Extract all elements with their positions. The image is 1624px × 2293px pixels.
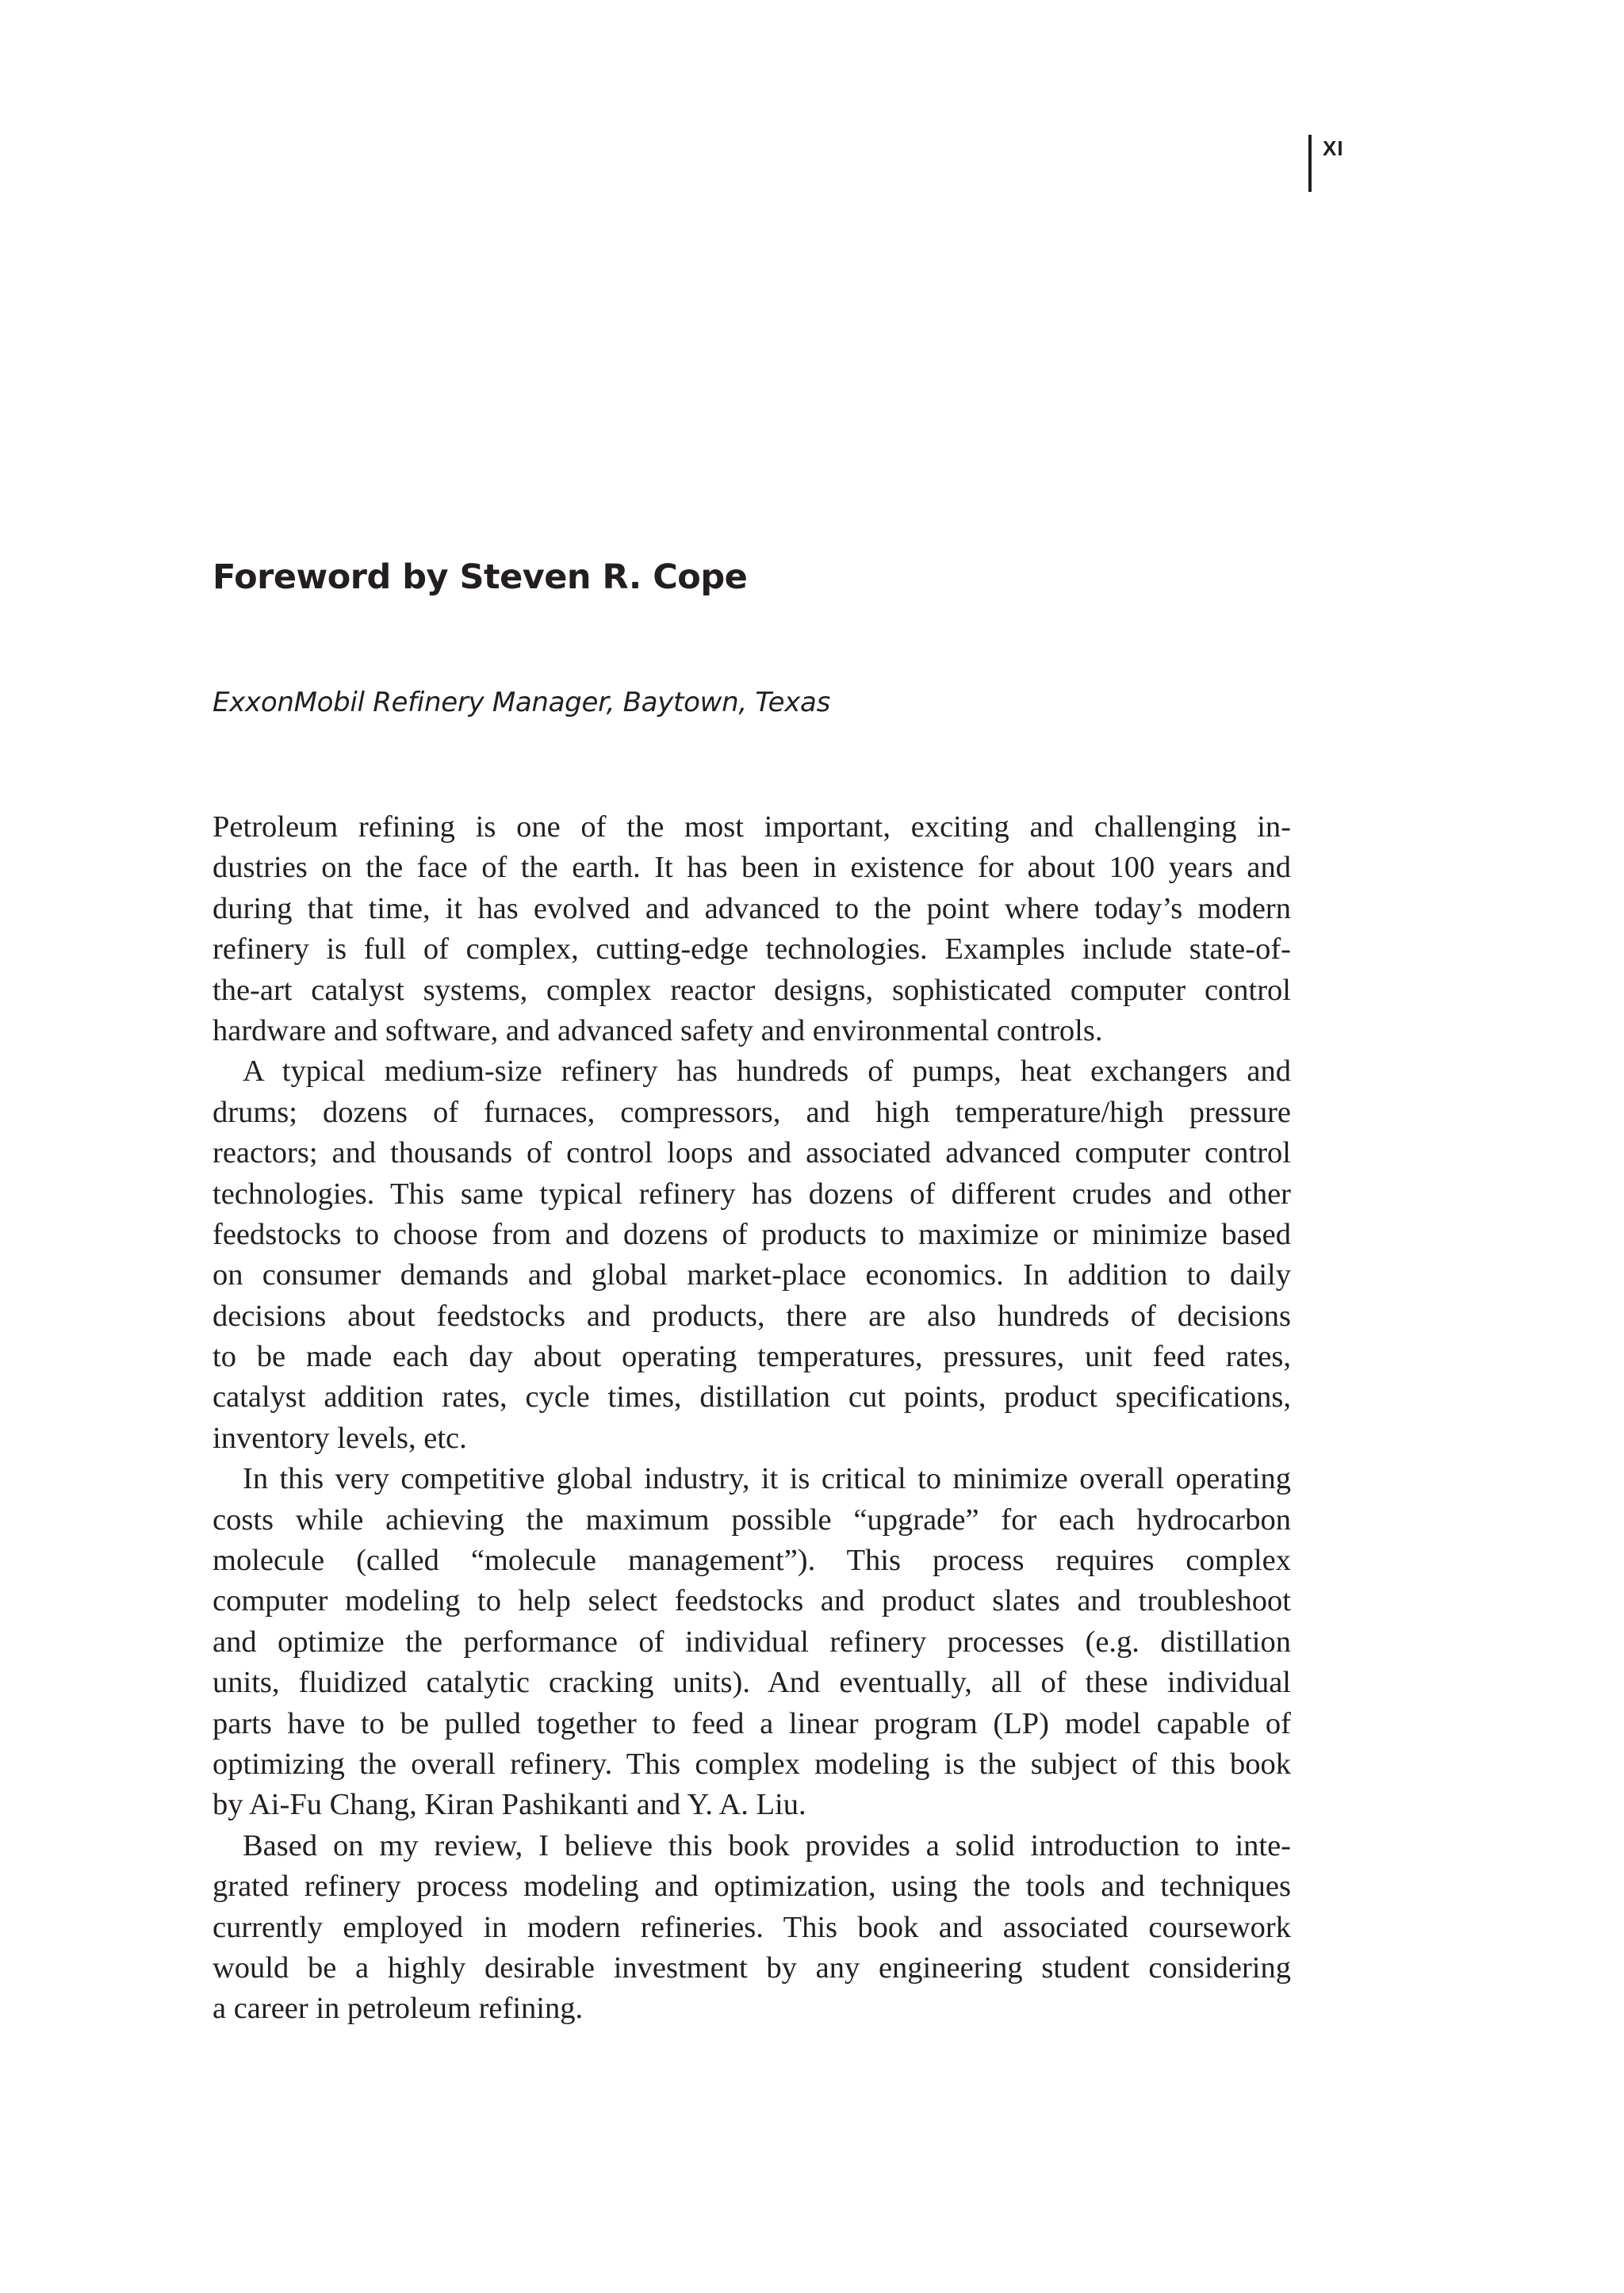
text-line: hardware and software, and advanced safety and environmental controls. <box>213 1013 1103 1047</box>
text-line: Petroleum refining is one of the most important, exciting and challenging in- <box>213 810 1291 844</box>
text-line: catalyst addition rates, cycle times, distillation cut points, product specifications, <box>213 1380 1291 1414</box>
text-line: refinery is full of complex, cutting-edge technologies. Examples include state-of- <box>213 932 1291 967</box>
page-number-rule <box>1308 135 1312 192</box>
text-line: technologies. This same typical refinery has dozens of different crudes and other <box>213 1177 1291 1211</box>
foreword-title: Foreword by Steven R. Cope <box>213 557 748 597</box>
text-line: would be a highly desirable investment by any engineering student considering <box>213 1950 1291 1985</box>
text-line: In this very competitive global industry, it is critical to minimize overall operating <box>243 1462 1291 1496</box>
text-line: grated refinery process modeling and optimization, using the tools and techniques <box>213 1870 1291 1904</box>
text-line: on consumer demands and global market-place economics. In addition to daily <box>213 1258 1291 1292</box>
text-line: dustries on the face of the earth. It has been in existence for about 100 years and <box>213 851 1291 885</box>
text-line: a career in petroleum refining. <box>213 1992 584 2026</box>
text-line: computer modeling to help select feedstocks and product slates and troubleshoot <box>213 1584 1291 1618</box>
text-line: and optimize the performance of individual refinery processes (e.g. distillation <box>213 1625 1291 1659</box>
text-line: inventory levels, etc. <box>213 1421 467 1455</box>
paragraph-4 <box>213 1826 1291 2030</box>
page-number: XI <box>1323 136 1344 160</box>
text-line: feedstocks to choose from and dozens of products to maximize or minimize based <box>213 1217 1291 1251</box>
paragraph-3 <box>213 1459 1291 1826</box>
foreword-body <box>213 807 1291 2030</box>
text-line: optimizing the overall refinery. This complex modeling is the subject of this book <box>213 1747 1291 1781</box>
text-line: currently employed in modern refineries. This book and associated coursework <box>213 1910 1291 1944</box>
text-line: molecule (called “molecule management”). This process requires complex <box>213 1544 1291 1578</box>
text-line: decisions about feedstocks and products, there are also hundreds of decisions <box>213 1299 1291 1333</box>
text-line: A typical medium-size refinery has hundreds of pumps, heat exchangers and <box>243 1055 1291 1089</box>
text-line: the-art catalyst systems, complex reactor designs, sophisticated computer control <box>213 973 1291 1007</box>
text-line: units, fluidized catalytic cracking units). And eventually, all of these individual <box>213 1666 1291 1700</box>
text-line: during that time, it has evolved and advanced to the point where today’s modern <box>213 891 1291 925</box>
text-line: reactors; and thousands of control loops and associated advanced computer control <box>213 1136 1291 1170</box>
paragraph-2 <box>213 1051 1291 1459</box>
paragraph-1 <box>213 807 1291 1051</box>
text-line: costs while achieving the maximum possible “upgrade” for each hydrocarbon <box>213 1503 1291 1537</box>
text-line: drums; dozens of furnaces, compressors, and high temperature/high pressure <box>213 1095 1291 1129</box>
text-line: Based on my review, I believe this book provides a solid introduction to inte- <box>243 1828 1291 1862</box>
text-line: to be made each day about operating temperatures, pressures, unit feed rates, <box>213 1340 1291 1374</box>
text-line: by Ai-Fu Chang, Kiran Pashikanti and Y. A. Liu. <box>213 1788 806 1822</box>
author-affiliation: ExxonMobil Refinery Manager, Baytown, Texas <box>213 687 830 718</box>
text-line: parts have to be pulled together to feed a linear program (LP) model capable of <box>213 1706 1291 1740</box>
